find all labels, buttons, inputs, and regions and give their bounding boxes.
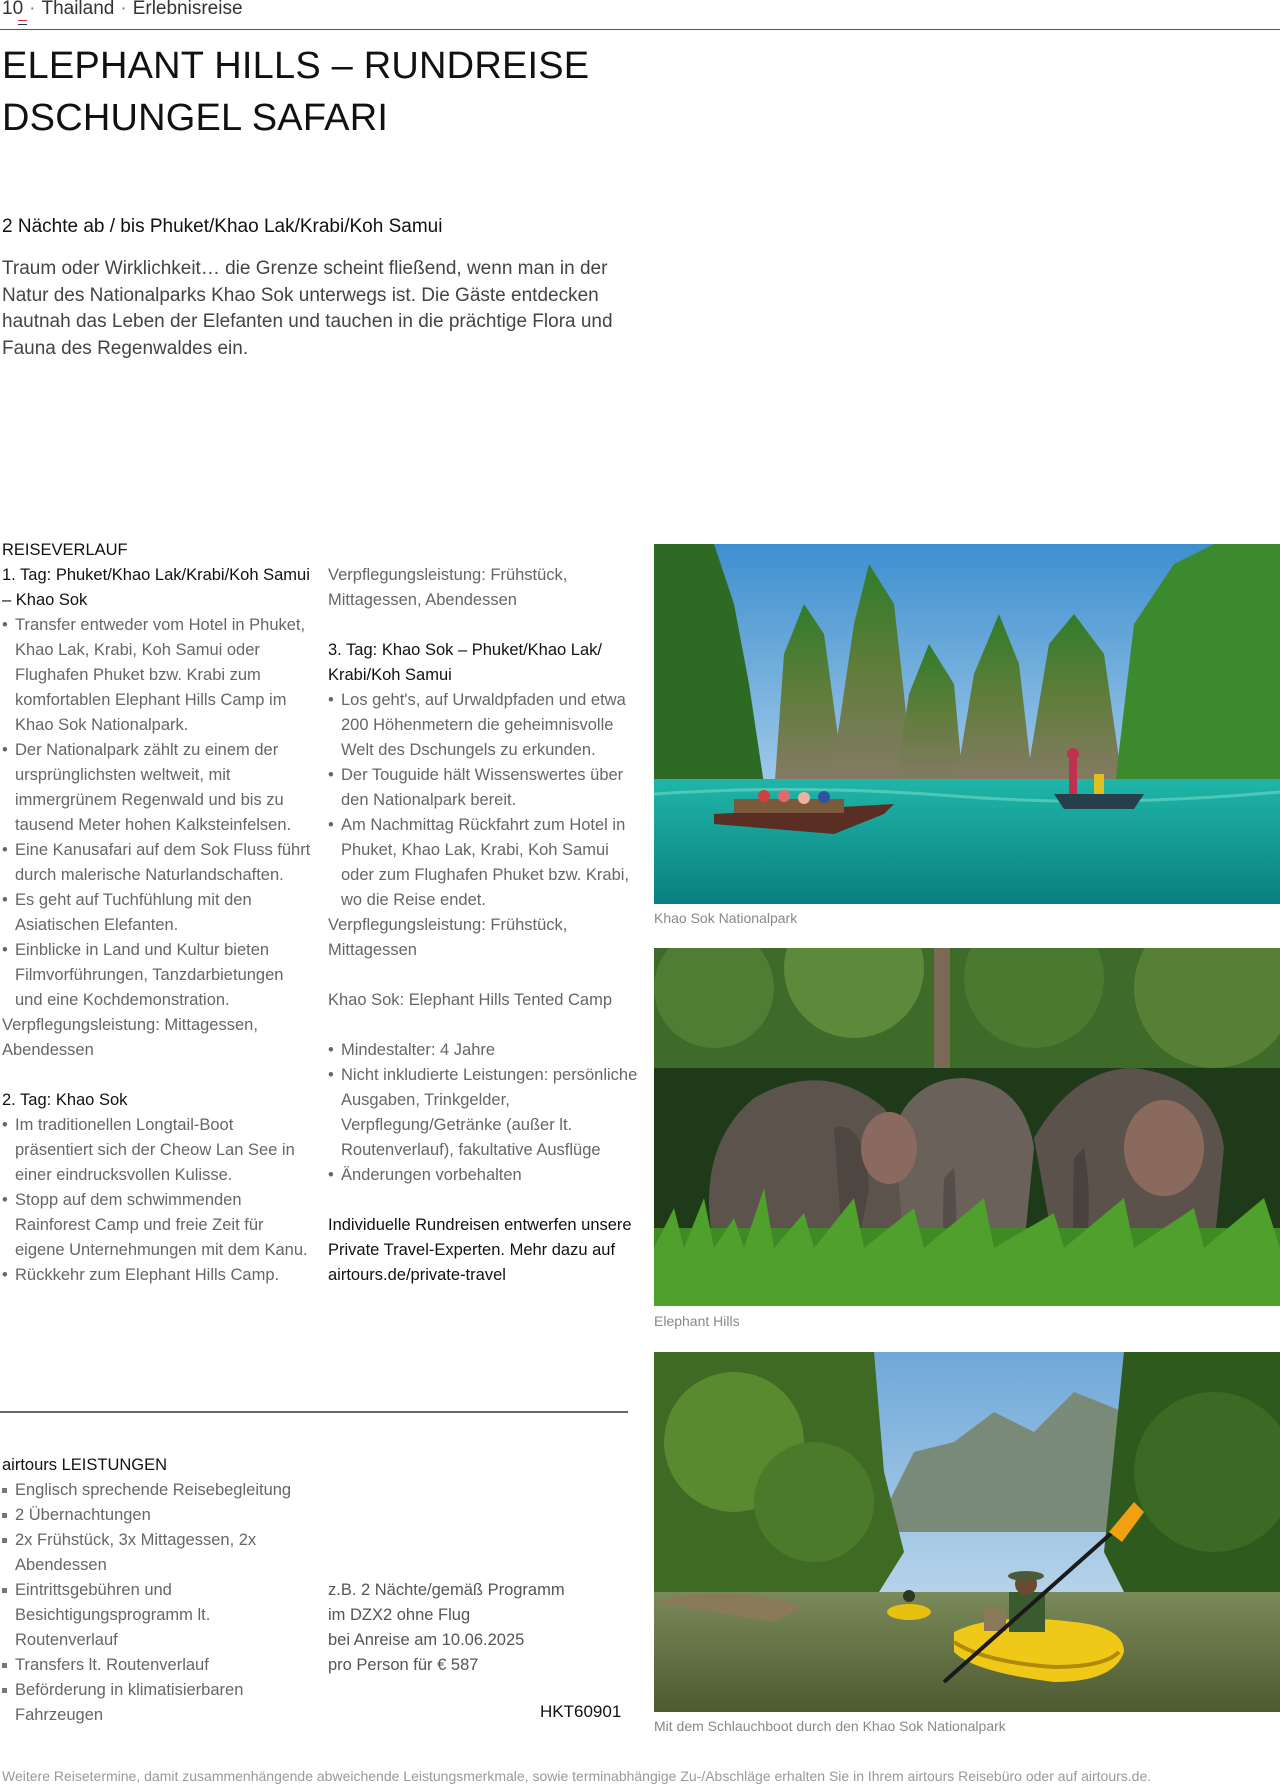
day2-meals: Verpflegungsleistung: Frühstück, Mittagessen, Abendessen xyxy=(328,566,568,609)
price-line: pro Person für € 587 xyxy=(328,1656,479,1674)
breadcrumb-category: Erlebnisreise xyxy=(132,0,243,19)
list-item: • Nicht inkludierte Leistungen: persönliche Ausgaben, Trinkgelder, Verpflegung/Getränke (außer lt. Routenverlauf), fakultative Ausflüge xyxy=(328,1063,643,1163)
list-item: • Änderungen vorbehalten xyxy=(328,1163,643,1188)
services-block xyxy=(2,1453,302,1728)
list-item: • Mindestalter: 4 Jahre xyxy=(328,1038,643,1063)
day1-meals: Verpflegungsleistung: Mittagessen, Abendessen xyxy=(2,1016,258,1059)
list-item: 2 Übernachtungen xyxy=(2,1503,302,1528)
day3-title: 3. Tag: Khao Sok – Phuket/Khao Lak/ Krabi/Koh Samui xyxy=(328,641,602,684)
list-item: • Der Touguide hält Wissenswertes über den Nationalpark bereit. xyxy=(328,763,643,813)
photo-caption: Elephant Hills xyxy=(654,1313,740,1329)
services-heading: airtours LEISTUNGEN xyxy=(2,1456,168,1474)
itinerary-heading: REISEVERLAUF xyxy=(2,541,128,559)
page-number: 10 xyxy=(2,0,24,19)
list-item: Transfers lt. Routenverlauf xyxy=(2,1653,302,1678)
flag-icon xyxy=(18,20,27,25)
list-item: • Transfer entweder vom Hotel in Phuket, Khao Lak, Krabi, Koh Samui oder Flughafen Phuket bzw. Krabi zum komfortablen Elephant Hills Camp im Khao Sok Nationalpark. xyxy=(2,613,312,738)
price-line: bei Anreise am 10.06.2025 xyxy=(328,1631,525,1649)
private-travel-note: Individuelle Rundreisen entwerfen unsere Private Travel-Experten. Mehr dazu auf airtours.de/private-travel xyxy=(328,1216,632,1284)
list-item: 2x Frühstück, 3x Mittagessen, 2x Abendessen xyxy=(2,1528,302,1578)
product-code: HKT60901 xyxy=(540,1702,622,1721)
photo-caption: Khao Sok Nationalpark xyxy=(654,910,798,926)
list-item: • Stopp auf dem schwimmenden Rainforest Camp und freie Zeit für eigene Unternehmungen mit dem Kanu. xyxy=(2,1188,312,1263)
footer-note: Weitere Reisetermine, damit zusammenhängende abweichende Leistungsmerkmale, sowie terminabhängige Zu-/Abschläge erhalten Sie in Ihrem airtours Reisebüro oder auf airtours.de. xyxy=(2,1768,1152,1784)
page-title: ELEPHANT HILLS – RUNDREISE DSCHUNGEL SAFARI xyxy=(2,45,590,139)
elephants-photo xyxy=(654,948,1280,1306)
services-list xyxy=(2,1478,302,1728)
header-rule xyxy=(0,29,1280,30)
list-item: Eintrittsgebühren und Besichtigungsprogramm lt. Routenverlauf xyxy=(2,1578,302,1653)
list-item: • Eine Kanusafari auf dem Sok Fluss führt durch malerische Naturlandschaften. xyxy=(2,838,312,888)
list-item: • Einblicke in Land und Kultur bieten Filmvorführungen, Tanzdarbietungen und eine Kochdemonstration. xyxy=(2,938,312,1013)
day3-meals: Verpflegungsleistung: Frühstück, Mittagessen xyxy=(328,916,568,959)
day1-title: 1. Tag: Phuket/Khao Lak/Krabi/Koh Samui – Khao Sok xyxy=(2,566,310,609)
list-item: Englisch sprechende Reisebegleitung xyxy=(2,1478,302,1503)
itinerary-column-2 xyxy=(328,563,643,1288)
price-line: z.B. 2 Nächte/gemäß Programm xyxy=(328,1581,565,1599)
itinerary-column-1 xyxy=(2,538,312,1288)
list-item: Beförderung in klimatisierbaren Fahrzeugen xyxy=(2,1678,302,1728)
lake-karst-photo xyxy=(654,544,1280,904)
notes-list xyxy=(328,1038,643,1188)
section-divider xyxy=(0,1411,628,1413)
list-item: • Am Nachmittag Rückfahrt zum Hotel in Phuket, Khao Lak, Krabi, Koh Samui oder zum Flughafen Phuket bzw. Krabi, wo die Reise endet. xyxy=(328,813,643,913)
breadcrumb: 10 · Thailand · Erlebnisreise xyxy=(2,0,243,19)
day2-title: 2. Tag: Khao Sok xyxy=(2,1091,128,1109)
photo-caption: Mit dem Schlauchboot durch den Khao Sok Nationalpark xyxy=(654,1718,1006,1734)
day3-list xyxy=(328,688,643,913)
list-item: • Es geht auf Tuchfühlung mit den Asiatischen Elefanten. xyxy=(2,888,312,938)
list-item: • Der Nationalpark zählt zu einem der ursprünglichsten weltweit, mit immergrünem Regenwald und bis zu tausend Meter hohen Kalksteinfelsen. xyxy=(2,738,312,838)
page-header xyxy=(0,0,1280,30)
list-item: • Rückkehr zum Elephant Hills Camp. xyxy=(2,1263,312,1288)
day1-list xyxy=(2,613,312,1013)
raft-photo xyxy=(654,1352,1280,1712)
trip-subtitle: 2 Nächte ab / bis Phuket/Khao Lak/Krabi/Koh Samui xyxy=(2,216,443,237)
breadcrumb-country: Thailand xyxy=(41,0,115,19)
price-line: im DZX2 ohne Flug xyxy=(328,1606,471,1624)
hotel-info: Khao Sok: Elephant Hills Tented Camp xyxy=(328,991,613,1009)
list-item: • Im traditionellen Longtail-Boot präsentiert sich der Cheow Lan See in einer eindrucksvollen Kulisse. xyxy=(2,1113,312,1188)
price-block xyxy=(328,1578,628,1678)
intro-text: Traum oder Wirklichkeit… die Grenze scheint fließend, wenn man in der Natur des Nationalparks Khao Sok unterwegs ist. Die Gäste entdecken hautnah das Leben der Elefanten und tauchen in die prächtige Flora und Fauna des Regenwaldes ein. xyxy=(2,258,613,359)
day2-list xyxy=(2,1113,312,1288)
list-item: • Los geht's, auf Urwaldpfaden und etwa 200 Höhenmetern die geheimnisvolle Welt des Dschungels zu erkunden. xyxy=(328,688,643,763)
